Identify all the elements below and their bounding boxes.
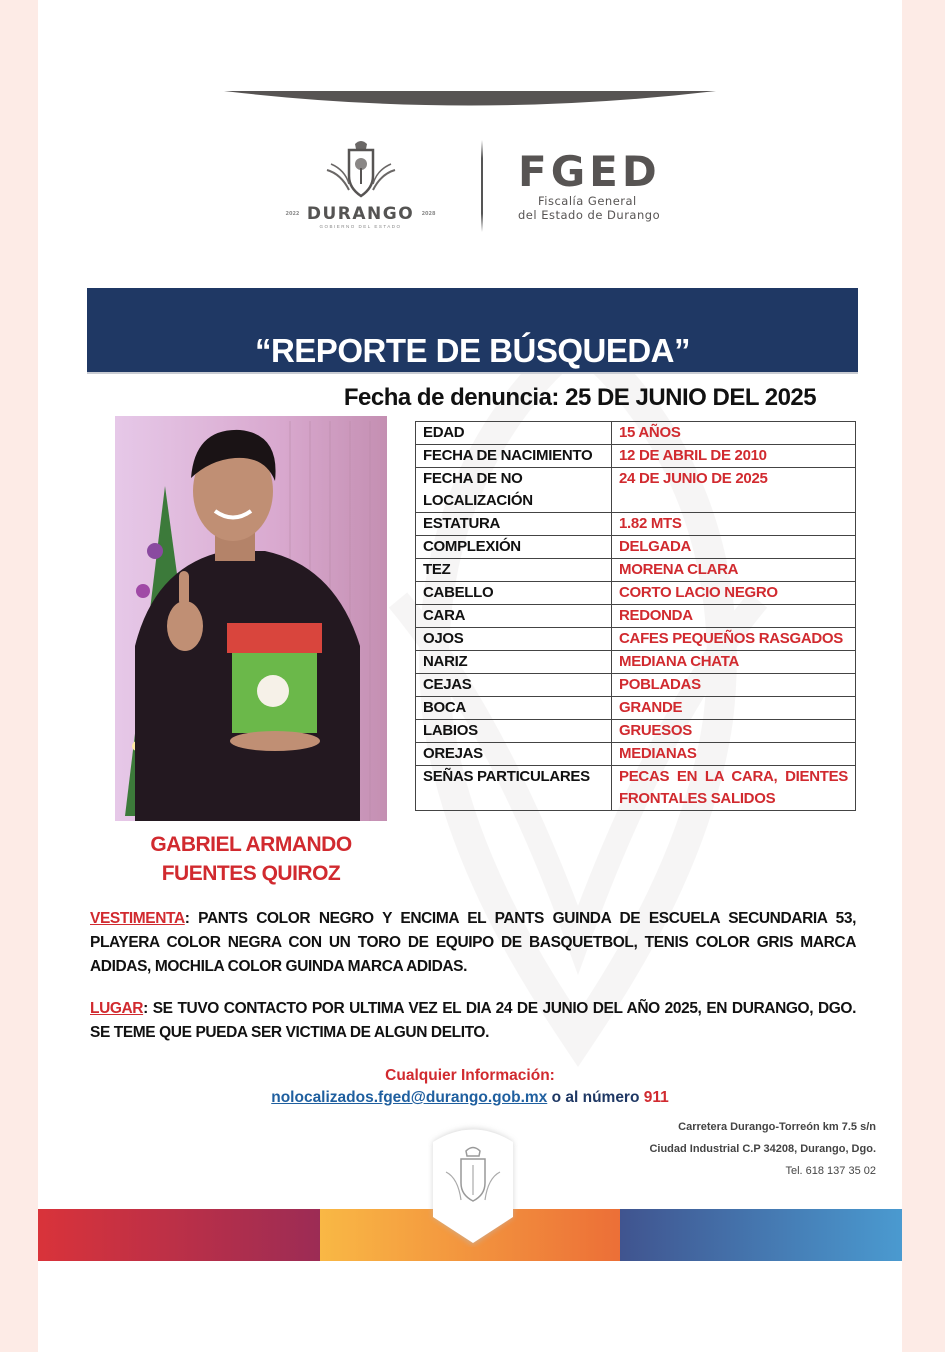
fged-logo [518,147,718,222]
durango-government-logo [273,138,448,233]
contact-line [38,1089,902,1107]
fged-line1: Fiscalía General [538,194,637,208]
row-label: FECHA DE NACIMIENTO [416,445,612,468]
address-line2: Ciudad Industrial C.P 34208, Durango, Dgo. [649,1143,876,1155]
row-value: DELGADA [612,536,856,559]
row-label: BOCA [416,697,612,720]
row-label: OREJAS [416,743,612,766]
clothing-label: VESTIMENTA [90,910,185,927]
table-row [416,513,856,536]
report-date: Fecha de denuncia: 25 DE JUNIO DEL 2025 [343,384,817,411]
table-row [416,468,856,513]
person-name-line2: FUENTES QUIROZ [161,862,341,885]
row-value: MORENA CLARA [612,559,856,582]
table-row [416,422,856,445]
clothing-description [90,907,856,979]
physical-description-table [415,421,856,811]
contact-connector: o al número [547,1089,644,1106]
person-name [115,830,387,888]
fged-line2: del Estado de Durango [518,208,661,222]
missing-person-bulletin [38,0,902,1352]
location-text: : SE TUVO CONTACTO POR ULTIMA VEZ EL DIA 24 DE JUNIO DEL AÑO 2025, EN DURANGO, DGO. SE TEME QUE PUEDA SER VICTIMA DE ALGUN DELITO. [90,1000,856,1041]
durango-subtitle: GOBIERNO DEL ESTADO [319,224,402,229]
footer-bar-blue [620,1209,902,1261]
table-row [416,445,856,468]
row-value: 1.82 MTS [612,513,856,536]
row-label: LABIOS [416,720,612,743]
row-label: SEÑAS PARTICULARES [416,766,612,811]
row-label: OJOS [416,628,612,651]
person-photo [115,416,387,821]
footer-seal-icon [428,1117,518,1247]
row-value: GRANDE [612,697,856,720]
person-name-line1: GABRIEL ARMANDO [150,833,352,856]
row-value: CAFES PEQUEÑOS RASGADOS [612,628,856,651]
table-row [416,582,856,605]
row-value: MEDIANAS [612,743,856,766]
contact-title: Cualquier Información: [385,1067,555,1084]
row-value: GRUESOS [612,720,856,743]
year-left: 2022 [285,211,300,217]
page-title: “REPORTE DE BÚSQUEDA” [254,332,691,369]
row-value: POBLADAS [612,674,856,697]
location-description [90,997,856,1045]
table-row [416,674,856,697]
logo-divider [481,140,483,232]
contact-email-link[interactable]: nolocalizados.fged@durango.gob.mx [271,1089,548,1106]
table-row [416,743,856,766]
row-label: NARIZ [416,651,612,674]
row-label: CABELLO [416,582,612,605]
row-value: 12 DE ABRIL DE 2010 [612,445,856,468]
table-row [416,720,856,743]
table-row [416,536,856,559]
clothing-text: : PANTS COLOR NEGRO Y ENCIMA EL PANTS GUINDA DE ESCUELA SECUNDARIA 53, PLAYERA COLOR NEGRA CON UN TORO DE EQUIPO DE BASQUETBOL, TENIS COLOR GRIS MARCA ADIDAS, MOCHILA COLOR GUINDA MARCA ADIDAS. [90,910,856,975]
row-value: CORTO LACIO NEGRO [612,582,856,605]
footer-bar-red [38,1209,320,1261]
durango-wordmark: DURANGO [306,204,415,224]
row-label: ESTATURA [416,513,612,536]
row-value: REDONDA [612,605,856,628]
fged-acronym: FGED [518,147,661,196]
year-right: 2028 [421,211,436,217]
table-row [416,605,856,628]
row-value: 15 AÑOS [612,422,856,445]
title-banner [87,288,858,374]
table-row [416,559,856,582]
row-value: PECAS EN LA CARA, DIENTES FRONTALES SALIDOS [612,766,856,811]
office-address [649,1116,876,1182]
durango-coat-of-arms-icon [321,138,401,202]
row-label: EDAD [416,422,612,445]
person-photo-placeholder-icon [115,416,387,821]
row-label: TEZ [416,559,612,582]
row-value: MEDIANA CHATA [612,651,856,674]
address-line1: Carretera Durango-Torreón km 7.5 s/n [678,1121,876,1133]
table-row [416,697,856,720]
row-label: COMPLEXIÓN [416,536,612,559]
row-label: CARA [416,605,612,628]
row-label: CEJAS [416,674,612,697]
table-row [416,766,856,811]
row-label: FECHA DE NO LOCALIZACIÓN [416,468,612,513]
emergency-number: 911 [643,1089,669,1106]
address-phone: Tel. 618 137 35 02 [785,1165,876,1177]
row-value: 24 DE JUNIO DE 2025 [612,468,856,513]
table-row [416,651,856,674]
location-label: LUGAR [90,1000,144,1017]
decorative-top-arc [224,90,716,110]
table-row [416,628,856,651]
